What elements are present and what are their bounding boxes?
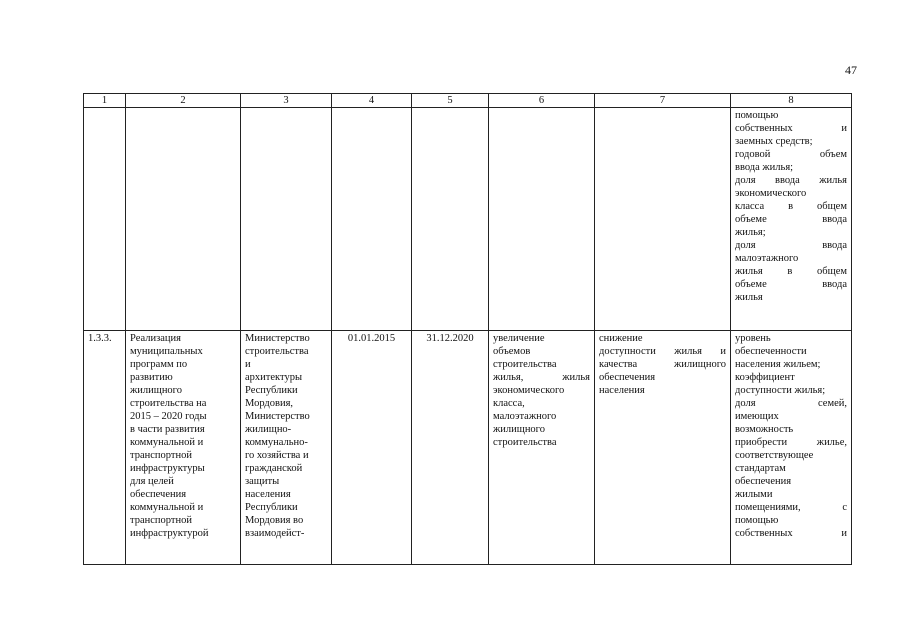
text-line: жилья в общем: [735, 266, 847, 277]
cell-empty: [595, 108, 731, 331]
text-line: помощью: [735, 110, 779, 121]
text-line: Министерство: [245, 411, 310, 422]
text-line: коэффициент: [735, 372, 795, 383]
text-line: объемов: [493, 346, 531, 357]
text-line: увеличение: [493, 333, 545, 344]
text-line: доступности жилья и: [599, 346, 726, 357]
cell-empty: [332, 108, 412, 331]
text-line: 2015 – 2020 годы: [130, 411, 207, 422]
text-line: доля ввода жилья: [735, 175, 847, 186]
text-line: коммунальной и: [130, 437, 204, 448]
text-line: Мордовия,: [245, 398, 294, 409]
text-line: качества жилищного: [599, 359, 726, 370]
text-line: муниципальных: [130, 346, 203, 357]
table-row: [84, 331, 852, 565]
cell-empty: [126, 108, 241, 331]
text-line: обеспеченности: [735, 346, 807, 357]
text-line: защиты: [245, 476, 280, 487]
text-line: транспортной: [130, 515, 192, 526]
text-line: стандартам: [735, 463, 786, 474]
text-line: возможность: [735, 424, 794, 435]
text-line: объеме ввода: [735, 214, 847, 225]
text-line: доступности жилья;: [735, 385, 826, 396]
text-line: населения: [245, 489, 291, 500]
header-col-1: 1: [84, 94, 126, 108]
responsible-cell: [241, 331, 332, 565]
header-row: [84, 94, 852, 108]
text-line: инфраструктурой: [130, 528, 209, 539]
text-line: доля семей,: [735, 398, 847, 409]
text-line: соответствующее: [735, 450, 814, 461]
text-line: малоэтажного: [735, 253, 799, 264]
header-col-3: 3: [241, 94, 332, 108]
text-line: транспортной: [130, 450, 192, 461]
header-col-8: 8: [731, 94, 852, 108]
consequences-cell: [595, 331, 731, 565]
text-line: населения жильем;: [735, 359, 821, 370]
header-col-4: 4: [332, 94, 412, 108]
text-line: годовой объем: [735, 149, 847, 160]
text-line: архитектуры: [245, 372, 302, 383]
text-line: жилья;: [735, 227, 766, 238]
text-line: коммунально-: [245, 437, 308, 448]
text-line: Республики: [245, 385, 298, 396]
item-number: 1.3.3.: [84, 331, 126, 565]
end-date: 31.12.2020: [412, 331, 489, 565]
text-line: го хозяйства и: [245, 450, 309, 461]
text-line: строительства: [245, 346, 309, 357]
text-line: в части развития: [130, 424, 205, 435]
text-line: жилищного: [493, 424, 545, 435]
text-line: доля ввода: [735, 240, 847, 251]
text-line: помещениями, с: [735, 502, 847, 513]
cell-empty: [412, 108, 489, 331]
text-line: жилищного: [130, 385, 182, 396]
expected-result-cell: [489, 331, 595, 565]
text-line: развитию: [130, 372, 173, 383]
text-line: жилищно-: [245, 424, 292, 435]
text-line: экономического: [735, 188, 807, 199]
start-date: 01.01.2015: [332, 331, 412, 565]
cell-empty: [489, 108, 595, 331]
text-line: имеющих: [735, 411, 779, 422]
text-line: обеспечения: [735, 476, 792, 487]
header-col-2: 2: [126, 94, 241, 108]
text-line: класса,: [493, 398, 525, 409]
text-line: экономического: [493, 385, 565, 396]
text-line: инфраструктуры: [130, 463, 205, 474]
text-line: Министерство: [245, 333, 310, 344]
text-line: приобрести жилье,: [735, 437, 847, 448]
text-line: помощью: [735, 515, 779, 526]
text-line: коммунальной и: [130, 502, 204, 513]
text-line: взаимодейст-: [245, 528, 305, 539]
program-table: [83, 93, 852, 565]
text-line: малоэтажного: [493, 411, 557, 422]
text-line: собственных и: [735, 123, 847, 134]
indicators-cell: [731, 108, 852, 331]
text-line: собственных и: [735, 528, 847, 539]
text-line: гражданской: [245, 463, 303, 474]
text-line: строительства: [493, 359, 557, 370]
text-line: Мордовия во: [245, 515, 304, 526]
text-line: жилья: [735, 292, 763, 303]
text-line: строительства: [493, 437, 557, 448]
text-line: программ по: [130, 359, 188, 370]
cell-empty: [241, 108, 332, 331]
text-line: населения: [599, 385, 645, 396]
page-number: 47: [845, 63, 857, 77]
text-line: уровень: [735, 333, 771, 344]
indicators-cell: [731, 331, 852, 565]
text-line: обеспечения: [130, 489, 187, 500]
text-line: строительства на: [130, 398, 207, 409]
header-col-6: 6: [489, 94, 595, 108]
header-col-7: 7: [595, 94, 731, 108]
text-line: для целей: [130, 476, 174, 487]
text-line: жилыми: [735, 489, 773, 500]
text-line: Республики: [245, 502, 298, 513]
text-line: класса в общем: [735, 201, 847, 212]
text-line: снижение: [599, 333, 643, 344]
text-line: обеспечения: [599, 372, 656, 383]
cell-empty: [84, 108, 126, 331]
text-line: ввода жилья;: [735, 162, 794, 173]
text-line: объеме ввода: [735, 279, 847, 290]
header-col-5: 5: [412, 94, 489, 108]
text-line: жилья, жилья: [493, 372, 590, 383]
table-row-continued: [84, 108, 852, 331]
text-line: заемных средств;: [735, 136, 813, 147]
measure-name-cell: [126, 331, 241, 565]
text-line: Реализация: [130, 333, 181, 344]
text-line: и: [245, 359, 251, 370]
